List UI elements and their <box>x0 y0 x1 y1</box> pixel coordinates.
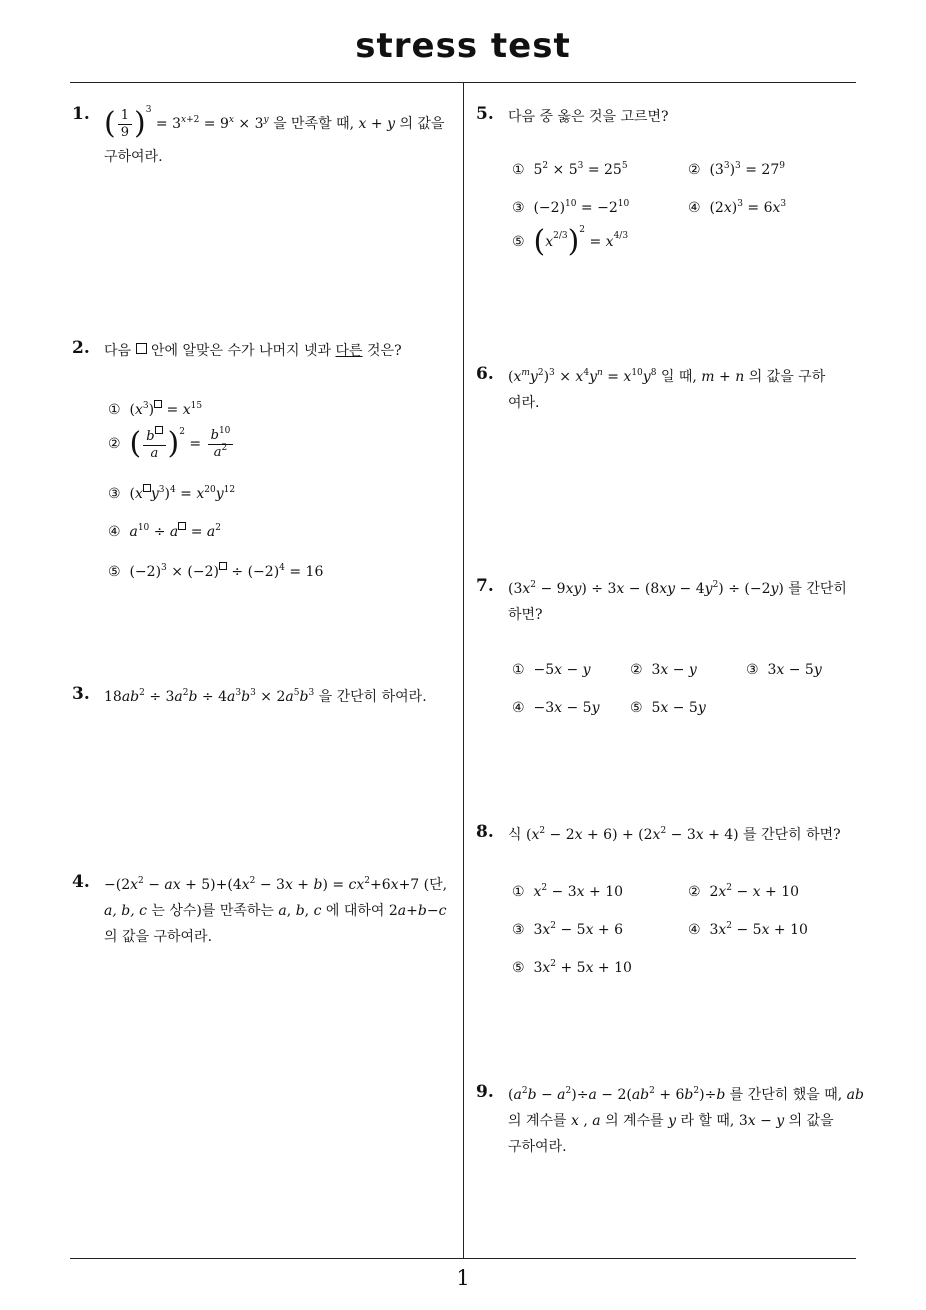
option-4: ④ −3x − 5y <box>512 700 600 716</box>
option-2: ② 3x − y <box>630 662 697 678</box>
question-2: 다음 안에 알맞은 수가 나머지 넷과 다른 것은? <box>104 343 402 359</box>
option-5: ⑤ 5x − 5y <box>630 700 706 716</box>
option-5: ⑤ $(-2)^3 \times (-2) \div (-2)^4 = 16$ <box>108 563 324 580</box>
option-4: ④ $a^{10} \div a = a^2$ <box>108 523 222 540</box>
option-1: ① $x^2 - 3x + 10$ <box>512 883 624 900</box>
blank-box <box>136 343 147 354</box>
option-3: ③ $(-2)^{10} = -2^{10}$ <box>512 199 630 216</box>
question-number: 4. <box>72 872 90 892</box>
option-3: ③ $3x^2 - 5x + 6$ <box>512 921 624 938</box>
question-number: 7. <box>476 576 494 596</box>
question-number: 1. <box>72 104 90 124</box>
question-6: $(x^my^2)^3 \times x^4y^n = x^{10}y^8$ 일 때, m + n 의 값을 구하 여라. <box>508 368 826 411</box>
option-5: ⑤ $3x^2 + 5x + 10$ <box>512 959 632 976</box>
option-2: ② $2x^2 - x + 10$ <box>688 883 800 900</box>
question-7: $(3x^2 - 9xy) \div 3x - (8xy - 4y^2) \div (-2y)$ 를 간단히 하면? <box>508 580 847 623</box>
option-2: ② $(3^3)^3 = 27^9$ <box>688 161 785 178</box>
option-2: ② ( $\frac{b}{a}$ )$^2$ = $\frac{b^{10}}{a^2}$ <box>108 426 235 462</box>
option-5: ⑤ $(x^{2/3})^2 = x^{4/3}$ <box>512 224 629 259</box>
option-1: ① −5x − y <box>512 662 591 678</box>
question-number: 8. <box>476 822 494 842</box>
question-number: 2. <box>72 338 90 358</box>
option-3: ③ (x $y^3)^4 = x^{20}y^{12}$ <box>108 485 236 502</box>
page-title: stress test <box>355 26 571 66</box>
page-number: 1 <box>456 1266 470 1290</box>
bottom-rule <box>70 1258 856 1259</box>
question-number: 5. <box>476 104 494 124</box>
question-4: $-(2x^2$ − ax + $5)+(4x^2 - 3x + b) = cx^2+6x+7$ (단, a, b, c 는 상수)를 만족하는 a, b, c 에 대하여 2a+b−c 의 값을 구하여라. <box>104 876 448 945</box>
option-4: ④ $3x^2 - 5x + 10$ <box>688 921 808 938</box>
question-3: $18ab^2 \div 3a^2b \div 4a^3b^3 \times 2a^5b^3$ 을 간단히 하여라. <box>104 688 427 705</box>
question-number: 9. <box>476 1082 494 1102</box>
question-1: ( $\frac{1}{9}$ )$^3 = 3^{x+2} = 9^x \times 3^y$ 을 만족할 때, x + y 의 값을 구하여라. <box>104 105 445 165</box>
option-1: ① $(x^3) = x^{15}$ <box>108 401 203 418</box>
question-number: 6. <box>476 364 494 384</box>
column-divider <box>463 83 464 1259</box>
question-8: 식 $(x^2 - 2x + 6) + (2x^2 - 3x + 4)$ 를 간단히 하면? <box>508 826 841 843</box>
question-5: 다음 중 옳은 것을 고르면? <box>508 109 669 125</box>
option-4: ④ $(2x)^3 = 6x^3$ <box>688 199 787 216</box>
question-9: $(a^2b - a^2)\div a - 2(ab^2 + 6b^2)\div b$ 를 간단히 했을 때, ab 의 계수를 x , a 의 계수를 y 라 할 때, 3x − y 의 값을 구하여라. <box>508 1086 864 1155</box>
option-3: ③ 3x − 5y <box>746 662 822 678</box>
question-number: 3. <box>72 684 90 704</box>
option-1: ① $5^2 \times 5^3 = 25^5$ <box>512 161 628 178</box>
